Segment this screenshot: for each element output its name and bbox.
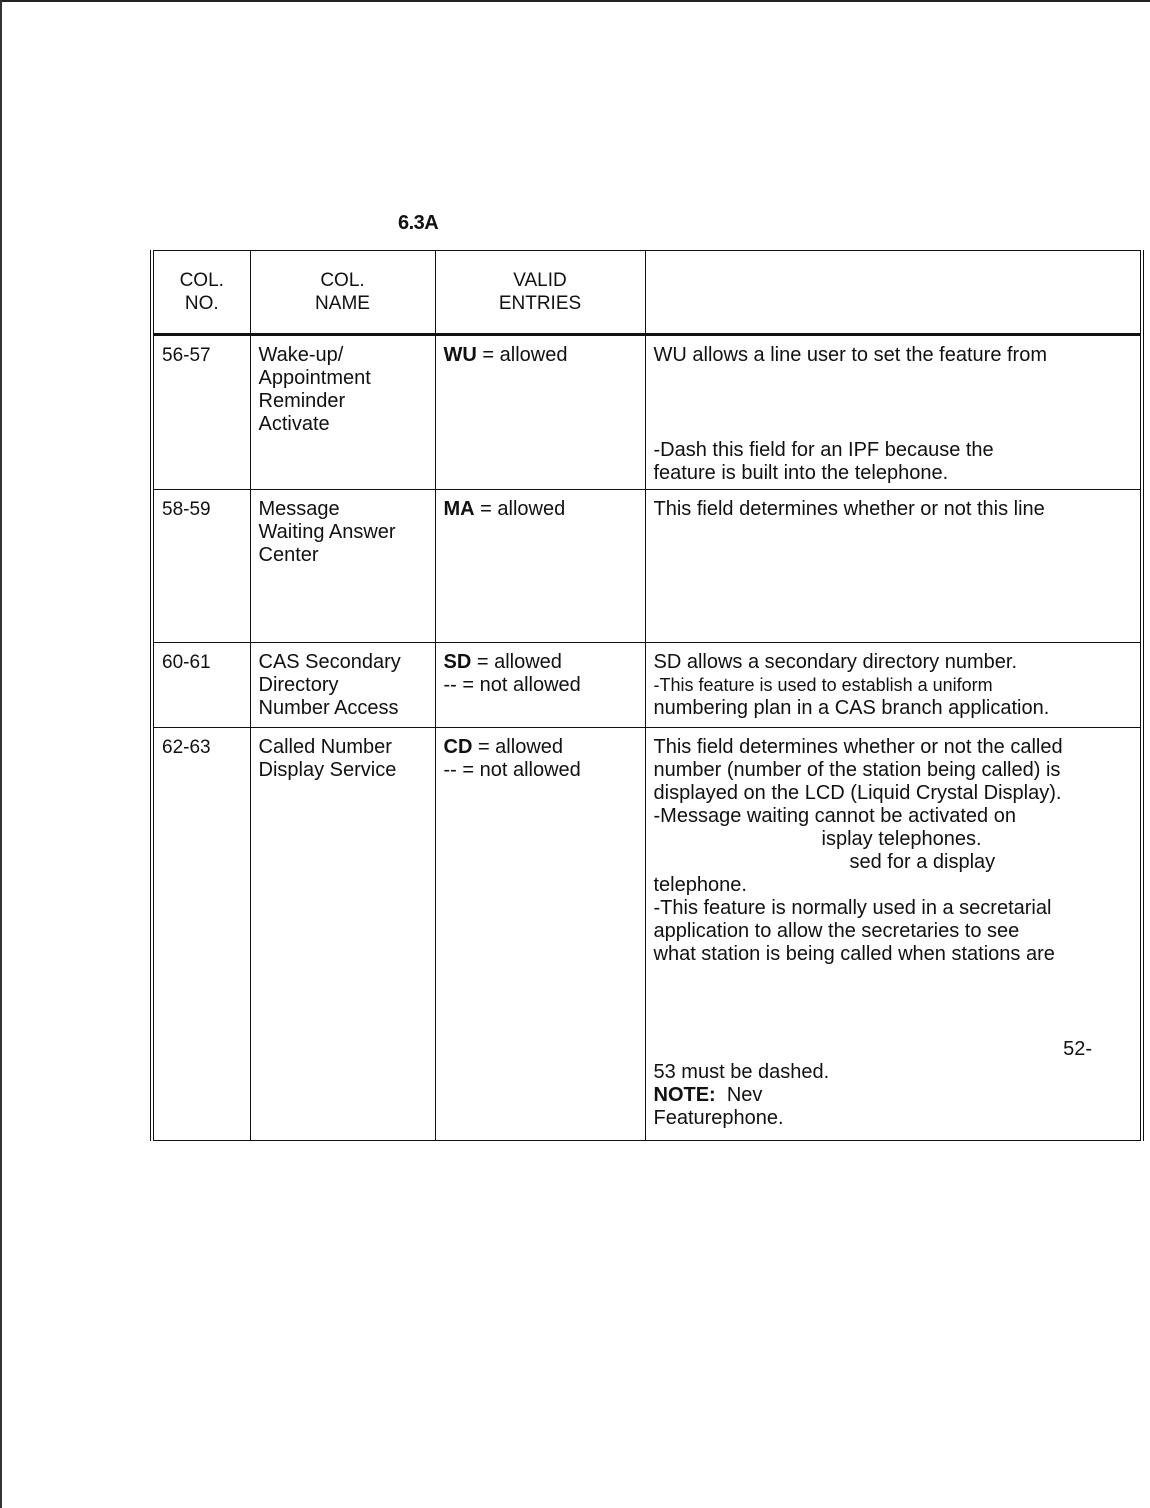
header-col-name: [250, 251, 435, 335]
table-row: [152, 643, 1142, 728]
row-col-name: [250, 643, 435, 728]
top-page-rule: [0, 0, 1150, 2]
desc-line: WU allows a line user to set the feature from: [653, 344, 1047, 366]
header-col-no-line2: NO.: [184, 293, 219, 314]
row-col-no: 62-63: [152, 728, 250, 1141]
entry-not-allowed: [444, 759, 637, 782]
row-valid-entries: [435, 490, 645, 643]
row-col-name: [250, 490, 435, 643]
row-col-name: [250, 335, 435, 490]
desc-line: Featurephone.: [653, 1107, 784, 1129]
table-row: [152, 728, 1142, 1141]
desc-line: what station is being called when stations are: [653, 943, 1055, 965]
col-name-line: Number Access: [258, 697, 399, 719]
col-name-line: Reminder: [258, 390, 346, 412]
entry-text: = allowed: [474, 498, 566, 520]
entry-text: = allowed: [476, 344, 568, 366]
col-name-line: Message: [258, 498, 340, 520]
table-row: [152, 335, 1142, 490]
desc-line: sed for a display: [849, 851, 996, 873]
desc-line: application to allow the secretaries to see: [653, 920, 1020, 942]
desc-line: telephone.: [653, 874, 747, 896]
header-col-name-line2: NAME: [315, 293, 370, 314]
field-spec-table: [150, 250, 1144, 1141]
entry-text: -- = not allowed: [443, 759, 581, 781]
col-name-line: Waiting Answer: [258, 521, 396, 543]
header-valid-entries-line1: VALID: [513, 270, 567, 291]
desc-line: 52-: [1063, 1038, 1092, 1060]
desc-line: -Message waiting cannot be activated on: [653, 805, 1016, 827]
desc-line: 53 must be dashed.: [653, 1061, 830, 1083]
desc-line: SD allows a secondary directory number.: [653, 651, 1017, 673]
desc-line: isplay telephones.: [821, 828, 982, 850]
left-page-rule: [0, 0, 2, 1508]
entry-code: WU: [443, 344, 477, 366]
desc-line: numbering plan in a CAS branch application.: [653, 697, 1050, 719]
entry-text: = allowed: [471, 651, 562, 673]
entry-allowed: [444, 736, 637, 759]
entry-allowed: [444, 344, 637, 367]
note-text: Nev: [726, 1084, 763, 1106]
entry-text: -- = not allowed: [443, 674, 581, 696]
col-name-line: Directory: [258, 674, 339, 696]
entry-not-allowed: [444, 674, 637, 697]
header-valid-entries: [435, 251, 645, 335]
col-name-line: Display Service: [258, 759, 397, 781]
row-valid-entries: [435, 335, 645, 490]
col-name-line: Called Number: [258, 736, 392, 758]
desc-line: This field determines whether or not the called: [653, 736, 1063, 758]
row-col-no: 60-61: [152, 643, 250, 728]
entry-code: CD: [443, 736, 473, 758]
col-name-line: Appointment: [258, 367, 371, 389]
row-description: [645, 728, 1142, 1141]
col-name-line: CAS Secondary: [258, 651, 401, 673]
desc-line: -Dash this field for an IPF because the: [653, 439, 994, 461]
note-label: NOTE:: [653, 1084, 716, 1106]
desc-line: displayed on the LCD (Liquid Crystal Display).: [653, 782, 1062, 804]
entry-allowed: [444, 651, 637, 674]
entry-allowed: [444, 498, 637, 521]
header-col-no-line1: COL.: [179, 270, 224, 291]
header-description: [645, 251, 1142, 335]
row-col-name: [250, 728, 435, 1141]
row-col-no: 56-57: [152, 335, 250, 490]
entry-code: SD: [443, 651, 472, 673]
desc-line: -This feature is used to establish a uniform: [653, 675, 993, 695]
row-col-no: 58-59: [152, 490, 250, 643]
col-name-line: Center: [258, 544, 319, 566]
table-label: 6.3A: [398, 212, 439, 234]
note-line: [654, 1084, 1133, 1107]
header-col-name-line1: COL.: [320, 270, 365, 291]
desc-line: number (number of the station being called) is: [653, 759, 1061, 781]
header-row: [152, 251, 1142, 335]
desc-line: feature is built into the telephone.: [653, 462, 949, 484]
table-row: [152, 490, 1142, 643]
desc-line: -This feature is normally used in a secretarial: [653, 897, 1052, 919]
col-name-line: Activate: [258, 413, 330, 435]
col-name-line: Wake-up/: [258, 344, 344, 366]
row-valid-entries: [435, 643, 645, 728]
row-valid-entries: [435, 728, 645, 1141]
entry-code: MA: [443, 498, 475, 520]
row-description: [645, 490, 1142, 643]
desc-line: This field determines whether or not this line: [653, 498, 1045, 520]
header-valid-entries-line2: ENTRIES: [498, 293, 582, 314]
header-col-no: [152, 251, 250, 335]
entry-text: = allowed: [472, 736, 564, 758]
row-description: [645, 335, 1142, 490]
row-description: [645, 643, 1142, 728]
